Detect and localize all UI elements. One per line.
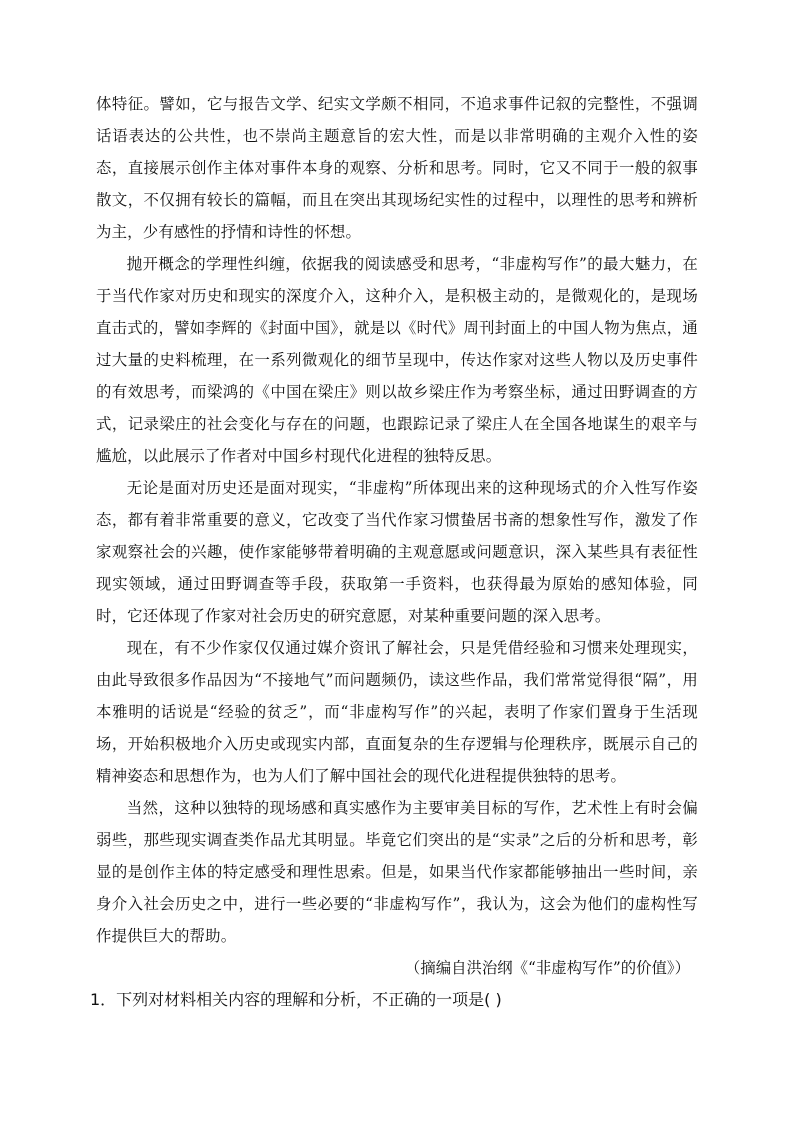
paragraph-5: 当然，这种以独特的现场感和真实感作为主要审美目标的写作，艺术性上有时会偏弱些，那些现实调查类作品尤其明显。毕竟它们突出的是“实录”之后的分析和思考，彰显的是创作主体的特定感受和理性思索。但是，如果当代作家都能够抽出一些时间，亲身介入社会历史之中，进行一些必要的“非虚构写作”，我认为，这会为他们的虚构性写作提供巨大的帮助。 — [96, 799, 698, 945]
paragraph-3: 无论是面对历史还是面对现实，“非虚构”所体现出来的这种现场式的介入性写作姿态，都有着非常重要的意义，它改变了当代作家习惯蛰居书斋的想象性写作，激发了作家观察社会的兴趣，使作家能够带着明确的主观意愿或问题意识，深入某些具有表征性现实领域，通过田野调查等手段，获取第一手资料，也获得最为原始的感知体验，同时，它还体现了作家对社会历史的研究意愿，对某种重要问题的深入思考。 — [96, 479, 698, 625]
paragraph-1: 体特征。譬如，它与报告文学、纪实文学颇不相同，不追求事件记叙的完整性，不强调话语表达的公共性，也不崇尚主题意旨的宏大性，而是以非常明确的主观介入性的姿态，直接展示创作主体对事件本身的观察、分析和思考。同时，它又不同于一般的叙事散文，不仅拥有较长的篇幅，而且在突出其现场纪实性的过程中，以理性的思考和辨析为主，少有感性的抒情和诗性的怀想。 — [96, 95, 698, 241]
source-citation: （摘编自洪治纲《“非虚构写作”的价值》） — [404, 959, 690, 977]
paragraph-2: 抛开概念的学理性纠缠，依据我的阅读感受和思考，“非虚构写作”的最大魅力，在于当代作家对历史和现实的深度介入，这种介入，是积极主动的，是微观化的，是现场直击式的，譬如李辉的《封面中国》，就是以《时代》周刊封面上的中国人物为焦点，通过大量的史料梳理，在一系列微观化的细节呈现中，传达作家对这些人物以及历史事件的有效思考，而梁鸿的《中国在梁庄》则以故乡梁庄作为考察坐标，通过田野调查的方式，记录梁庄的社会变化与存在的问题，也跟踪记录了梁庄人在全国各地谋生的艰辛与尴尬，以此展示了作者对中国乡村现代化进程的独特反思。 — [96, 255, 698, 465]
document-page — [90, 88, 698, 1016]
paragraph-4: 现在，有不少作家仅仅通过媒介资讯了解社会，只是凭借经验和习惯来处理现实，由此导致很多作品因为“不接地气”而问题频仍，读这些作品，我们常常觉得很“隔”，用本雅明的话说是“经验的贫乏”，而“非虚构写作”的兴起，表明了作家们置身于生活现场，开始积极地介入历史或现实内部，直面复杂的生存逻辑与伦理秩序，既展示自己的精神姿态和思想作为，也为人们了解中国社会的现代化进程提供独特的思考。 — [96, 639, 698, 785]
question-1: 1．下列对材料相关内容的理解和分析，不正确的一项是( ) — [90, 990, 502, 1009]
